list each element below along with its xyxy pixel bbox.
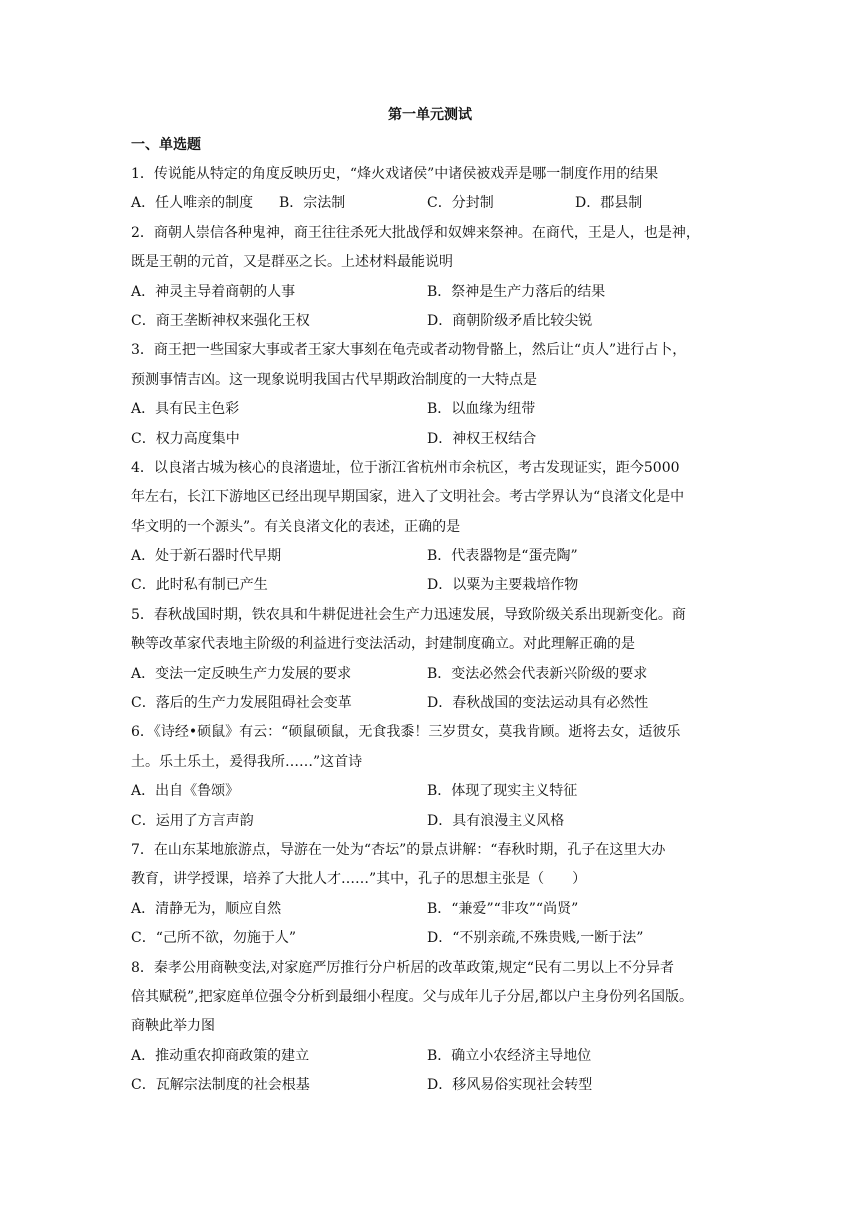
options-row (131, 542, 731, 571)
option-a: A．变法一定反映生产力发展的要求 (131, 665, 352, 682)
question-stem: 既是王朝的元首，又是群巫之长。上述材料最能说明 (131, 254, 453, 271)
option-c: C．分封制 (427, 195, 494, 212)
option-d: D．具有浪漫主义风格 (427, 812, 565, 829)
option-c: C．此时私有制已产生 (131, 577, 268, 594)
option-d: D．移风易俗实现社会转型 (427, 1077, 593, 1094)
option-b: B．宗法制 (279, 195, 346, 212)
question-stem: 年左右，长江下游地区已经出现早期国家，进入了文明社会。考古学界认为“良渚文化是中 (131, 489, 685, 506)
options-row (131, 189, 731, 218)
option-d: D．“不别亲疏,不殊贵贱,一断于法” (427, 930, 644, 947)
option-b: B．以血缘为纽带 (427, 401, 536, 418)
option-c: C．瓦解宗法制度的社会根基 (131, 1077, 310, 1094)
question-list (131, 160, 731, 1101)
question-5 (131, 601, 731, 719)
options-row (131, 807, 731, 836)
question-7 (131, 836, 731, 954)
option-a: A．神灵主导着商朝的人事 (131, 283, 296, 300)
option-a: A．清静无为，顺应自然 (131, 900, 282, 917)
question-stem: 6．《诗经•硕鼠》有云：“硕鼠硕鼠，无食我黍！三岁贯女，莫我肯顾。逝将去女，适彼乐 (131, 724, 681, 741)
question-stem: 2．商朝人崇信各种鬼神，商王往往杀死大批战俘和奴婢来祭神。在商代，王是人，也是神， (131, 224, 700, 241)
question-stem: 土。乐土乐土，爰得我所……”这首诗 (131, 753, 363, 770)
question-stem: 教育，讲学授课，培养了大批人才……”其中，孔子的思想主张是（ ） (131, 871, 587, 888)
question-stem: 倍其赋税”,把家庭单位强令分析到最细小程度。父与成年儿子分居,都以户主身份列名国版。 (131, 988, 694, 1005)
question-stem: 华文明的一个源头”。有关良渚文化的表述，正确的是 (131, 518, 461, 535)
option-d: D．以粟为主要栽培作物 (427, 577, 579, 594)
options-row (131, 924, 731, 953)
options-row (131, 1042, 731, 1071)
option-c: C．落后的生产力发展阻碍社会变革 (131, 695, 352, 712)
option-d: D．春秋战国的变法运动具有必然性 (427, 695, 649, 712)
question-6 (131, 718, 731, 836)
options-row (131, 278, 731, 307)
option-c: C．商王垄断神权来强化王权 (131, 312, 310, 329)
option-b: B．祭神是生产力落后的结果 (427, 283, 606, 300)
question-stem: 7．在山东某地旅游点，导游在一处为“杏坛”的景点讲解：“春秋时期，孔子在这里大办 (131, 841, 666, 858)
option-d: D．商朝阶级矛盾比较尖锐 (427, 312, 593, 329)
option-d: D．郡县制 (575, 195, 643, 212)
option-b: B．代表器物是“蛋壳陶” (427, 548, 578, 565)
options-row (131, 425, 731, 454)
option-a: A．任人唯亲的制度 (131, 195, 254, 212)
question-4 (131, 454, 731, 601)
option-c: C．运用了方言声韵 (131, 812, 254, 829)
options-row (131, 395, 731, 424)
question-stem: 8．秦孝公用商鞅变法,对家庭严厉推行分户析居的改革政策,规定“民有二男以上不分异者 (131, 959, 674, 976)
option-a: A．处于新石器时代早期 (131, 548, 282, 565)
options-row (131, 660, 731, 689)
option-b: B．体现了现实主义特征 (427, 783, 578, 800)
options-row (131, 689, 731, 718)
option-a: A．具有民主色彩 (131, 401, 240, 418)
question-stem: 鞅等改革家代表地主阶级的利益进行变法活动，封建制度确立。对此理解正确的是 (131, 636, 635, 653)
question-stem: 3．商王把一些国家大事或者王家大事刻在龟壳或者动物骨骼上，然后让“贞人”进行占卜， (131, 342, 687, 359)
option-b: B．“兼爱”“非攻”“尚贤” (427, 900, 579, 917)
question-1 (131, 160, 731, 219)
option-b: B．变法必然会代表新兴阶级的要求 (427, 665, 648, 682)
option-a: A．推动重农抑商政策的建立 (131, 1047, 310, 1064)
question-stem: 预测事情吉凶。这一现象说明我国古代早期政治制度的一大特点是 (131, 371, 537, 388)
question-8 (131, 954, 731, 1101)
option-c: C．权力高度集中 (131, 430, 240, 447)
options-row (131, 777, 731, 806)
options-row (131, 307, 731, 336)
options-row (131, 571, 731, 600)
question-stem: 商鞅此举力图 (131, 1018, 215, 1035)
options-row (131, 1071, 731, 1100)
question-stem: 4．以良渚古城为核心的良渚遗址，位于浙江省杭州市余杭区，考古发现证实，距今5000 (131, 459, 680, 476)
option-d: D．神权王权结合 (427, 430, 537, 447)
option-a: A．出自《鲁颂》 (131, 783, 240, 800)
question-stem: 5．春秋战国时期，铁农具和牛耕促进社会生产力迅速发展，导致阶级关系出现新变化。商 (131, 606, 686, 623)
page-title: 第一单元测试 (388, 107, 472, 123)
section-heading: 一、单选题 (131, 137, 201, 153)
question-stem: 1．传说能从特定的角度反映历史，“烽火戏诸侯”中诸侯被戏弄是哪一制度作用的结果 (131, 166, 659, 182)
question-3 (131, 336, 731, 454)
option-c: C．“己所不欲，勿施于人” (131, 930, 297, 947)
options-row (131, 895, 731, 924)
option-b: B．确立小农经济主导地位 (427, 1047, 592, 1064)
question-2 (131, 219, 731, 337)
